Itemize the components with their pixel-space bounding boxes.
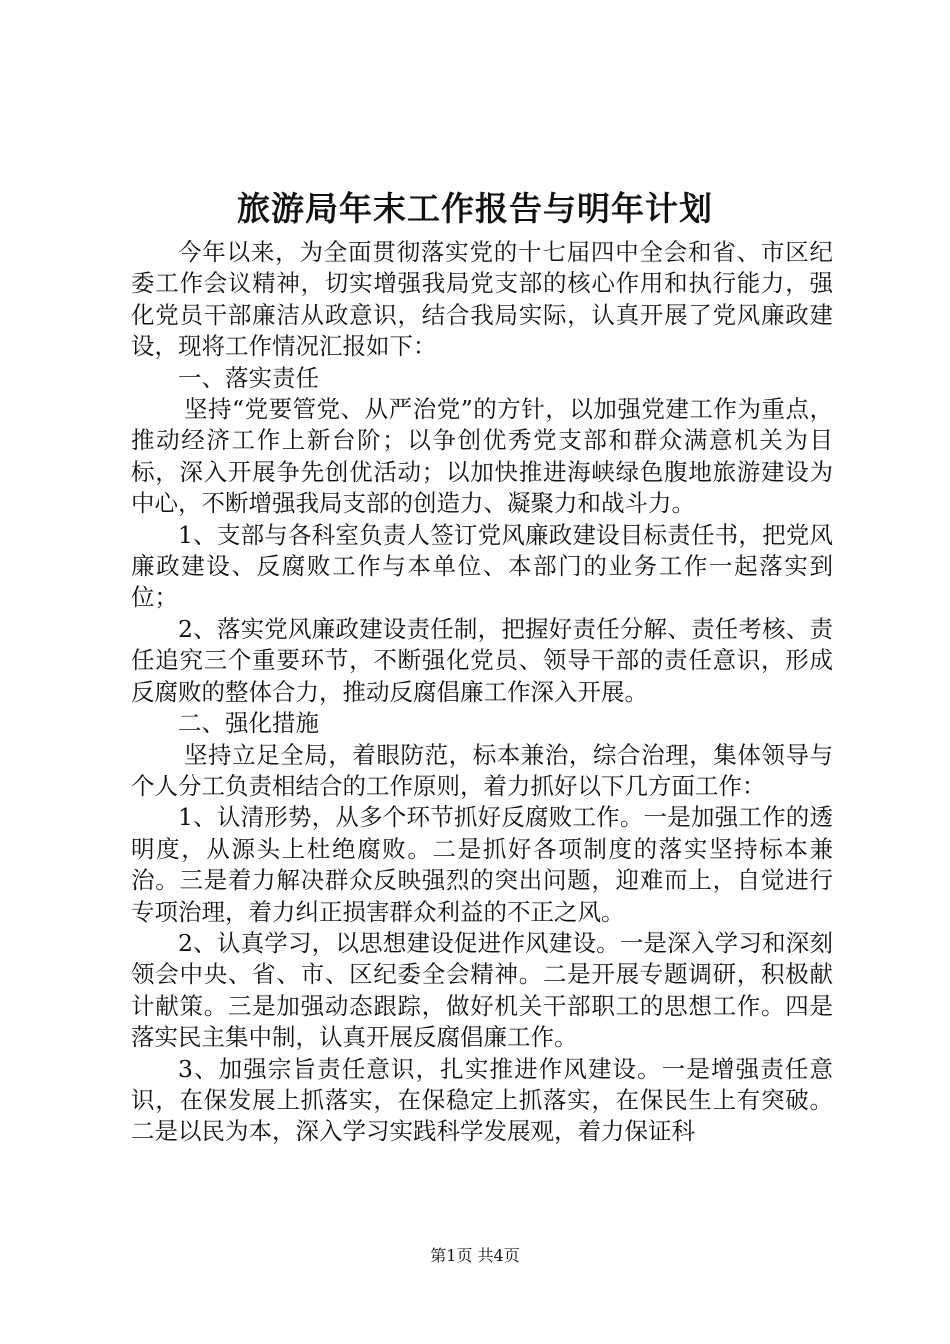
section-heading-2: 二、强化措施 [178, 709, 319, 738]
page-footer [0, 1245, 950, 1267]
document-body [131, 237, 833, 1148]
section-2-item-3: 3、加强宗旨责任意识，扎实推进作风建设。一是增强责任意识，在保发展上抓落实，在保稳定上抓落实，在保民生上有突破。二是以民为本，深入学习实践科学发展观，着力保证科 [131, 1054, 833, 1146]
section-heading-1: 一、落实责任 [178, 363, 319, 392]
section-1-paragraph: 坚持“党要管党、从严治党”的方针，以加强党建工作为重点，推动经济工作上新台阶；以争创优秀党支部和群众满意机关为目标，深入开展争先创优活动；以加快推进海峡绿色腹地旅游建设为中心，不断增强我局支部的创造力、凝聚力和战斗力。 [131, 395, 833, 518]
section-2-item-1: 1、认清形势，从多个环节抓好反腐败工作。一是加强工作的透明度，从源头上杜绝腐败。二是抓好各项制度的落实坚持标本兼治。三是着力解决群众反映强烈的突出问题，迎难而上，自觉进行专项治理，着力纠正损害群众利益的不正之风。 [131, 803, 833, 926]
page-indicator: 第1页 共4页 [430, 1246, 520, 1265]
section-2-item-2: 2、认真学习，以思想建设促进作风建设。一是深入学习和深刻领会中央、省、市、区纪委全会精神。二是开展专题调研，积极献计献策。三是加强动态跟踪，做好机关干部职工的思想工作。四是落实民主集中制，认真开展反腐倡廉工作。 [131, 928, 833, 1052]
document-title: 旅游局年末工作报告与明年计划 [237, 189, 713, 228]
section-2-paragraph: 坚持立足全局，着眼防范，标本兼治，综合治理，集体领导与个人分工负责相结合的工作原则，着力抓好以下几方面工作： [131, 740, 833, 800]
section-1-item-1: 1、支部与各科室负责人签订党风廉政建设目标责任书，把党风廉政建设、反腐败工作与本单位、本部门的业务工作一起落实到位； [131, 520, 833, 612]
section-1-item-2: 2、落实党风廉政建设责任制，把握好责任分解、责任考核、责任追究三个重要环节，不断强化党员、领导干部的责任意识，形成反腐败的整体合力，推动反腐倡廉工作深入开展。 [131, 614, 833, 706]
intro-paragraph: 今年以来，为全面贯彻落实党的十七届四中全会和省、市区纪委工作会议精神，切实增强我局党支部的核心作用和执行能力，强化党员干部廉洁从政意识，结合我局实际，认真开展了党风廉政建设，现将工作情况汇报如下： [131, 238, 833, 361]
